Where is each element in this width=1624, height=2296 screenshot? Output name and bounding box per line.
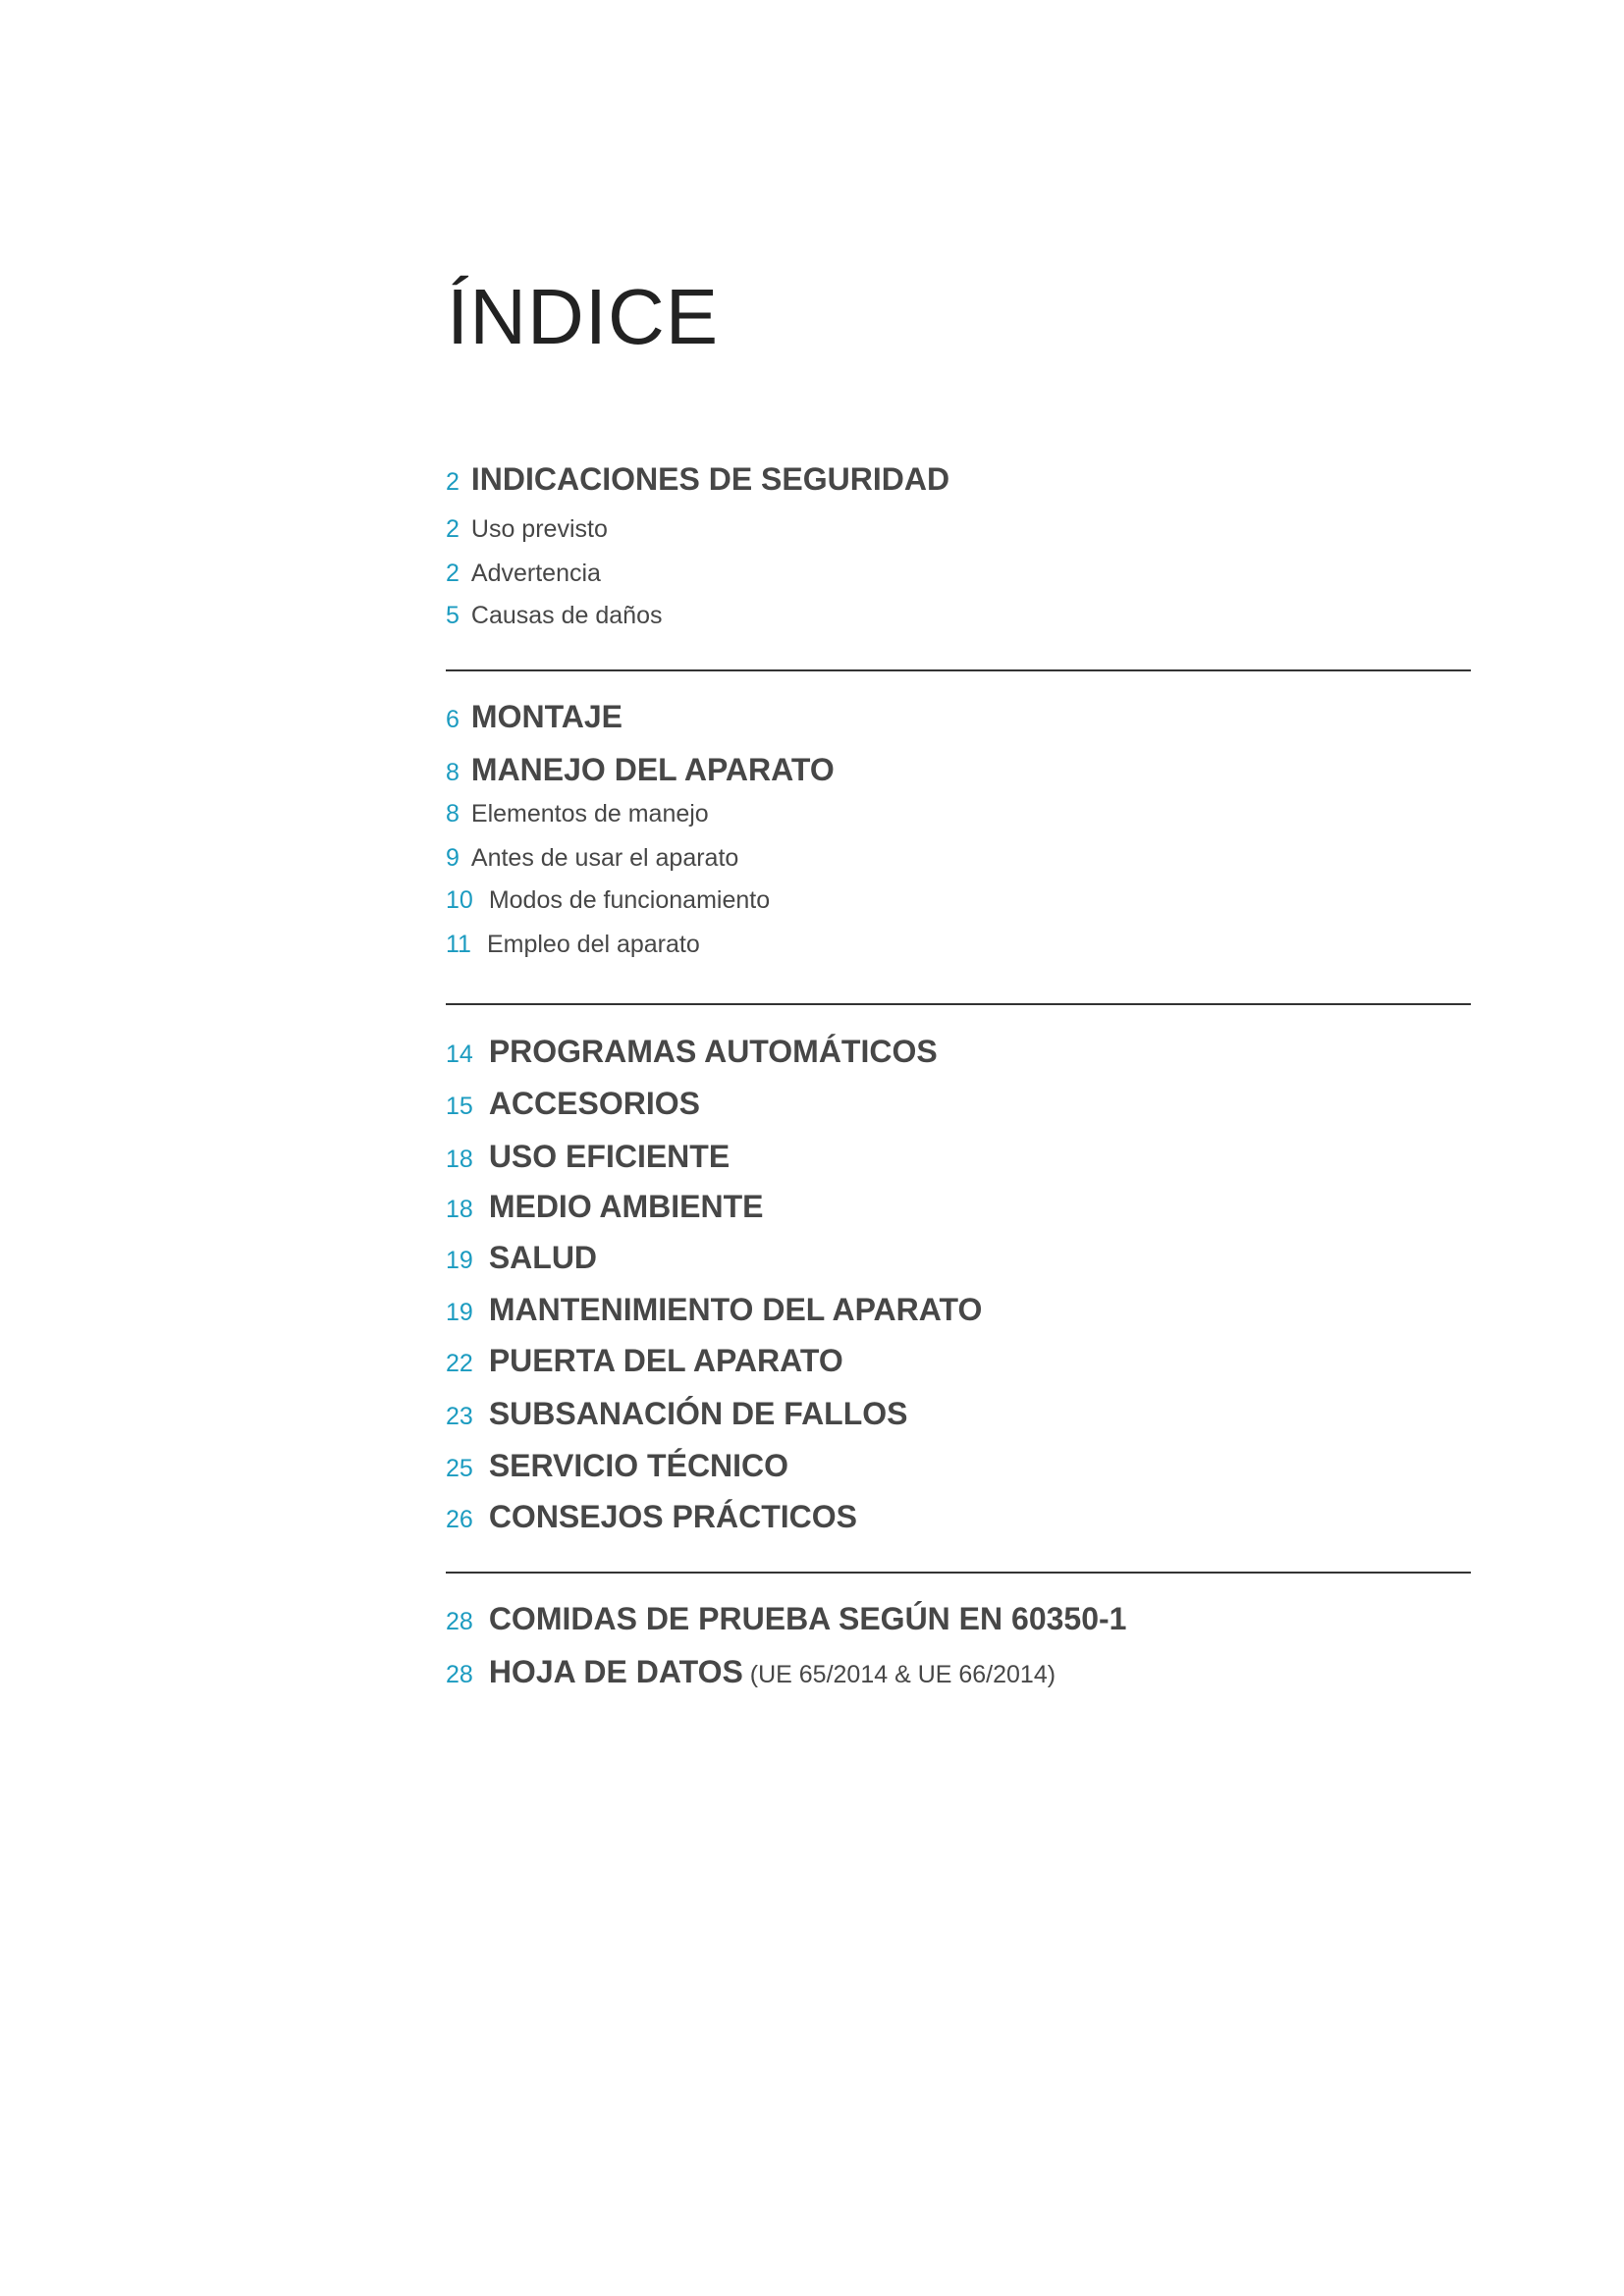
toc-entry[interactable] bbox=[446, 886, 770, 915]
toc-page-number: 23 bbox=[446, 1403, 473, 1430]
toc-page-number: 2 bbox=[446, 560, 460, 587]
toc-page-number: 10 bbox=[446, 886, 473, 914]
toc-entry-label: Antes de usar el aparato bbox=[470, 844, 739, 872]
toc-entry[interactable] bbox=[446, 1448, 788, 1484]
toc-page-number: 2 bbox=[446, 468, 460, 496]
toc-entry-label: MEDIO AMBIENTE bbox=[488, 1189, 764, 1224]
toc-entry-label: Causas de daños bbox=[470, 602, 663, 629]
toc-page-number: 22 bbox=[446, 1350, 473, 1377]
toc-entry-note: (UE 65/2014 & UE 66/2014) bbox=[742, 1661, 1056, 1688]
toc-entry-label: ACCESORIOS bbox=[488, 1086, 700, 1121]
section-divider bbox=[446, 669, 1471, 671]
toc-entry-label: MONTAJE bbox=[470, 699, 623, 734]
toc-entry-label: Advertencia bbox=[470, 560, 601, 587]
toc-page-number: 14 bbox=[446, 1041, 473, 1068]
toc-entry-label: SALUD bbox=[488, 1240, 598, 1275]
toc-page-number: 28 bbox=[446, 1661, 473, 1688]
toc-page-number: 11 bbox=[446, 931, 471, 958]
toc-page-number: 25 bbox=[446, 1455, 473, 1482]
toc-page-number: 19 bbox=[446, 1247, 473, 1274]
toc-entry[interactable] bbox=[446, 844, 738, 873]
toc-entry-label: MANEJO DEL APARATO bbox=[470, 752, 835, 787]
toc-entry-label: Modos de funcionamiento bbox=[488, 886, 771, 914]
toc-entry-label: SERVICIO TÉCNICO bbox=[488, 1448, 789, 1483]
toc-entry[interactable] bbox=[446, 1139, 730, 1175]
toc-entry-label: COMIDAS DE PRUEBA SEGÚN EN 60350-1 bbox=[488, 1601, 1127, 1636]
toc-entry[interactable] bbox=[446, 800, 709, 828]
toc-entry[interactable] bbox=[446, 1396, 908, 1432]
toc-entry[interactable] bbox=[446, 1034, 938, 1070]
toc-page-number: 8 bbox=[446, 800, 460, 828]
toc-page-number: 8 bbox=[446, 759, 460, 786]
toc-page-number: 18 bbox=[446, 1196, 473, 1223]
toc-entry-label: PUERTA DEL APARATO bbox=[488, 1343, 843, 1378]
toc-entry[interactable] bbox=[446, 1343, 843, 1379]
toc-entry[interactable] bbox=[446, 1292, 982, 1328]
toc-entry[interactable] bbox=[446, 699, 623, 735]
toc-entry[interactable] bbox=[446, 461, 949, 498]
toc-page-number: 9 bbox=[446, 844, 460, 872]
toc-entry-label: Uso previsto bbox=[470, 515, 608, 543]
toc-entry-label: USO EFICIENTE bbox=[488, 1139, 731, 1174]
toc-page-number: 6 bbox=[446, 706, 460, 733]
toc-entry-label: CONSEJOS PRÁCTICOS bbox=[488, 1499, 857, 1534]
toc-entry-label: HOJA DE DATOS bbox=[488, 1654, 743, 1689]
toc-entry[interactable] bbox=[446, 1499, 857, 1535]
page-title: ÍNDICE bbox=[447, 273, 720, 360]
toc-entry[interactable] bbox=[446, 1189, 764, 1225]
toc-entry-label: MANTENIMIENTO DEL APARATO bbox=[488, 1292, 983, 1327]
toc-entry[interactable] bbox=[446, 602, 663, 630]
toc-entry-label: Elementos de manejo bbox=[470, 800, 709, 828]
toc-page-number: 18 bbox=[446, 1146, 473, 1173]
toc-entry-label: PROGRAMAS AUTOMÁTICOS bbox=[488, 1034, 938, 1069]
toc-page-number: 26 bbox=[446, 1506, 473, 1533]
toc-page-number: 5 bbox=[446, 602, 460, 629]
toc-entry[interactable] bbox=[446, 1601, 1126, 1637]
toc-entry-label: SUBSANACIÓN DE FALLOS bbox=[488, 1396, 908, 1431]
toc-entry[interactable] bbox=[446, 560, 601, 588]
section-divider bbox=[446, 1003, 1471, 1005]
toc-entry-label: Empleo del aparato bbox=[486, 931, 700, 958]
toc-entry[interactable] bbox=[446, 931, 700, 959]
toc-page-number: 19 bbox=[446, 1299, 473, 1326]
toc-entry[interactable] bbox=[446, 752, 835, 788]
toc-entry[interactable] bbox=[446, 1654, 1056, 1690]
toc-page-number: 2 bbox=[446, 515, 460, 543]
toc-page-number: 15 bbox=[446, 1093, 473, 1120]
toc-entry[interactable] bbox=[446, 1086, 700, 1122]
toc-entry[interactable] bbox=[446, 1240, 597, 1276]
toc-page-number: 28 bbox=[446, 1608, 473, 1635]
section-divider bbox=[446, 1572, 1471, 1574]
toc-entry[interactable] bbox=[446, 515, 608, 544]
toc-entry-label: INDICACIONES DE SEGURIDAD bbox=[470, 461, 950, 497]
